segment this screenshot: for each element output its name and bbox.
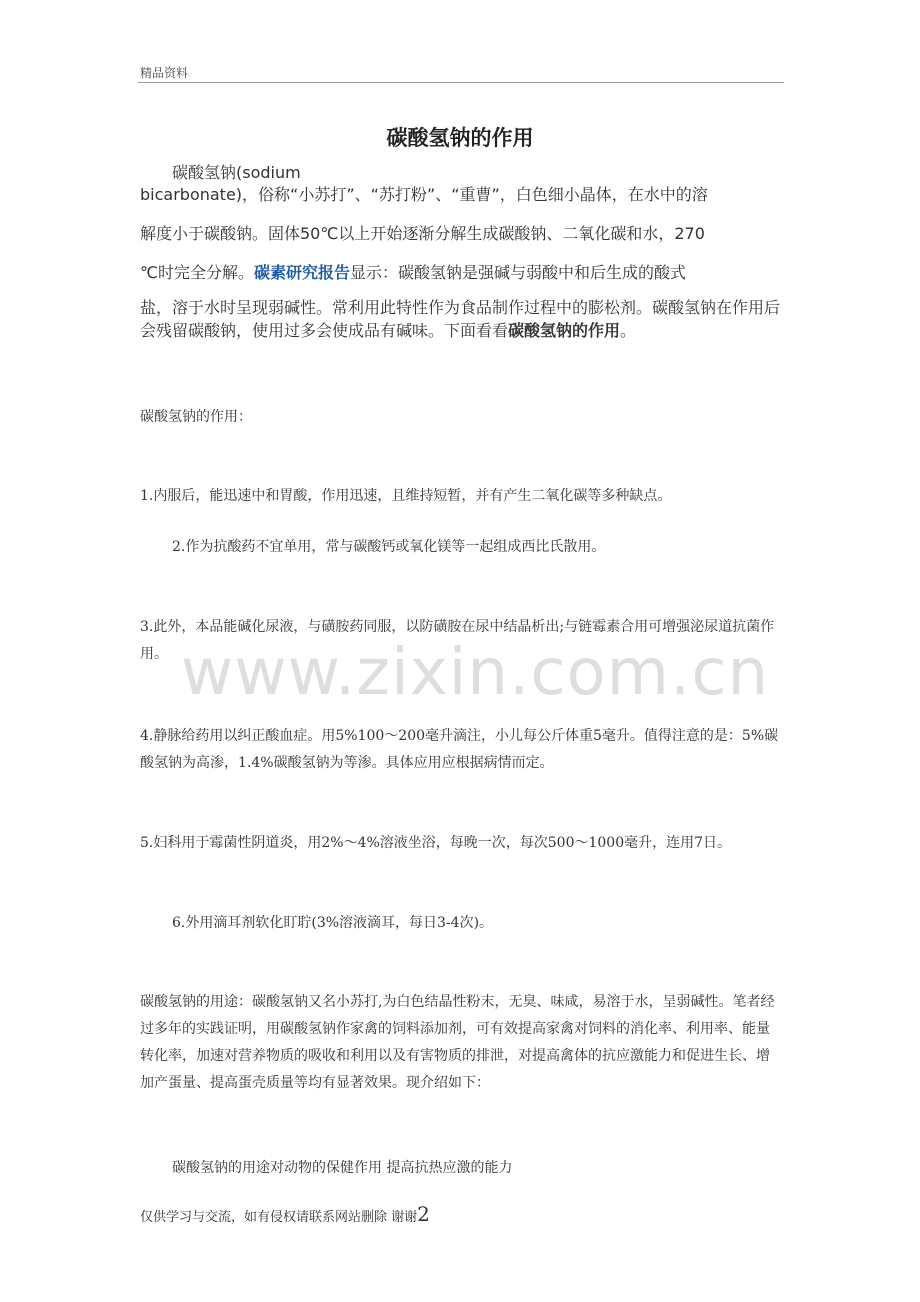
intro-line-4-rest: 显示：碳酸氢钠是强碱与弱酸中和后生成的酸式 — [350, 263, 687, 282]
list-item-1: 1.内服后，能迅速中和胃酸，作用迅速，且维持短暂，并有产生二氧化碳等多种缺点。 — [140, 488, 672, 504]
list-item-2: 2.作为抗酸药不宜单用，常与碳酸钙或氧化镁等一起组成西比氏散用。 — [172, 539, 606, 555]
usage-subheading: 碳酸氢钠的用途对动物的保健作用 提高抗热应激的能力 — [172, 1160, 513, 1176]
intro-text: 盐，溶于水时呈现弱碱性。常利用此特性作为食品制作过程中的膨松剂。碳酸氢钠在作用后会残留碳酸钠，使用过多会使成品有碱味。下面看看 — [140, 298, 781, 340]
header-label: 精品资料 — [140, 66, 189, 80]
page-title: 碳酸氢钠的作用 — [386, 126, 534, 150]
list-item-3: 3.此外，本品能碱化尿液，与磺胺药同服，以防磺胺在尿中结晶析出;与链霉素合用可增强泌尿道抗菌作用。 — [140, 619, 775, 662]
report-link[interactable]: 碳素研究报告 — [253, 263, 350, 282]
intro-paragraph — [140, 296, 780, 342]
intro-line-4-text: ℃时完全分解。 — [140, 263, 254, 282]
section-heading: 碳酸氢钠的作用： — [140, 409, 252, 425]
footer-note: 仅供学习与交流，如有侵权请联系网站删除 谢谢 — [140, 1210, 418, 1225]
page-number: 2 — [417, 1202, 430, 1226]
intro-line-3: 解度小于碳酸钠。固体50℃以上开始逐渐分解生成碳酸钠、二氧化碳和水，270 — [140, 224, 705, 243]
intro-end: 。 — [620, 321, 637, 340]
list-item-5: 5.妇科用于霉菌性阴道炎，用2%～4%溶液坐浴，每晚一次，每次500～1000毫升，连用7日。 — [140, 835, 732, 851]
intro-line-4 — [140, 260, 780, 283]
footer — [140, 1202, 430, 1226]
watermark: www.zixin.com.cn — [180, 636, 770, 710]
header-divider — [138, 82, 784, 83]
intro-line-1: 碳酸氢钠(sodium — [172, 163, 301, 182]
intro-line-2: bicarbonate)，俗称“小苏打”、“苏打粉”、“重曹”，白色细小晶体，在水中的溶 — [140, 185, 708, 204]
intro-bold-phrase: 碳酸氢钠的作用 — [508, 321, 621, 340]
list-item-6: 6.外用滴耳剂软化盯聍(3%溶液滴耳，每日3-4次)。 — [172, 915, 494, 931]
usage-paragraph: 碳酸氢钠的用途：碳酸氢钠又名小苏打,为白色结晶性粉末，无臭、味咸，易溶于水，呈弱碱性。笔者经过多年的实践证明，用碳酸氢钠作家禽的饲料添加剂，可有效提高家禽对饲料的消化率、利用率、能量转化率，加速对营养物质的吸收和利用以及有害物质的排泄，对提高禽体的抗应激能力和促进生长、增加产蛋量、提高蛋壳质量等均有显著效果。现介绍如下： — [140, 994, 775, 1091]
list-item-4: 4.静脉给药用以纠正酸血症。用5%100～200毫升滴注，小儿每公斤体重5毫升。值得注意的是：5%碳酸氢钠为高渗，1.4%碳酸氢钠为等渗。具体应用应根据病情而定。 — [140, 728, 779, 771]
